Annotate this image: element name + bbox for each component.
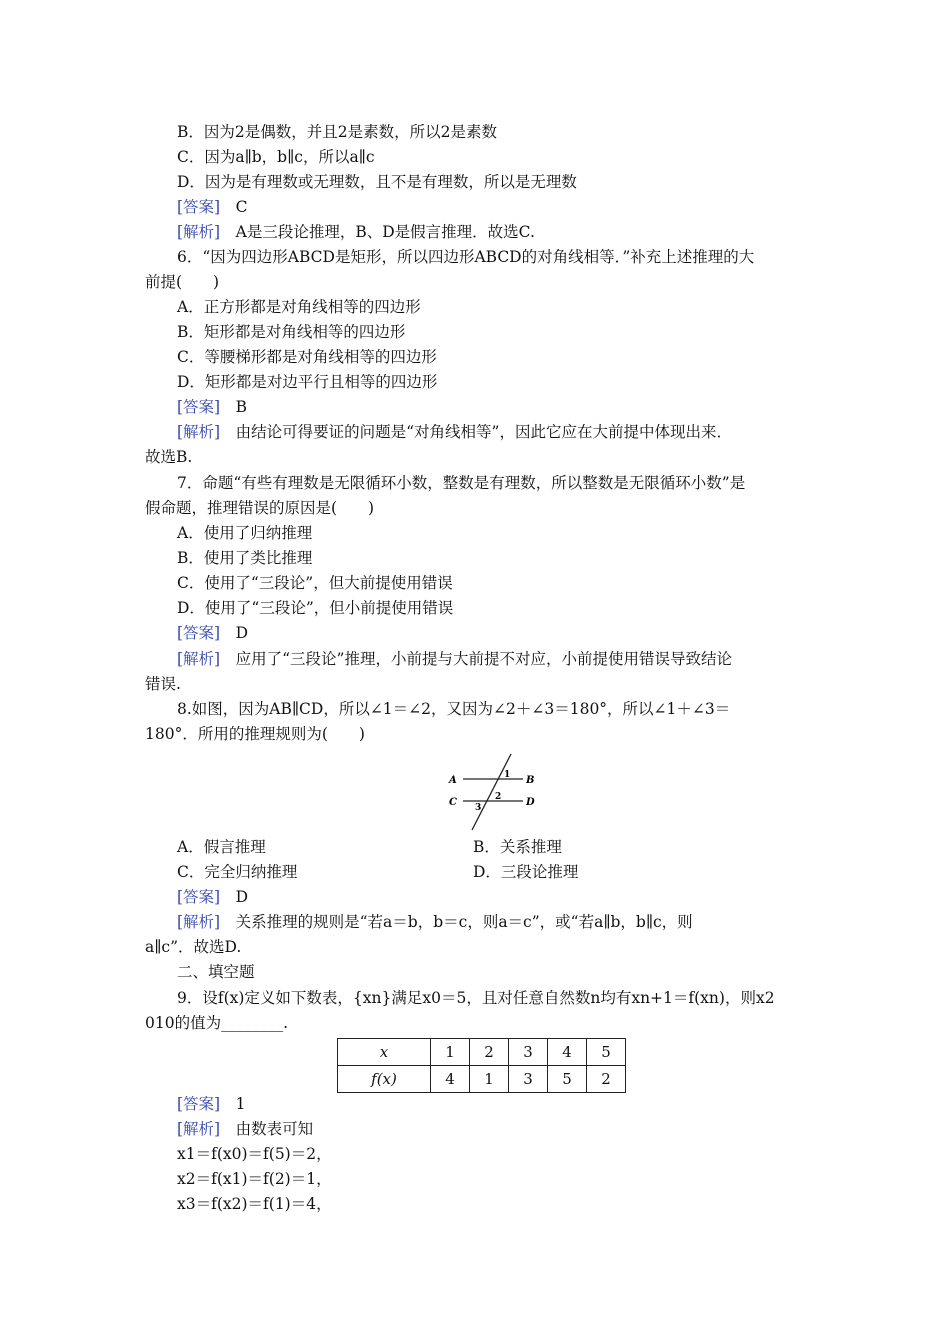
table-cell: f(x)	[338, 1066, 431, 1093]
question-7: 7．命题“有些有理数是无限循环小数，整数是有理数，所以整数是无限循环小数”是	[177, 474, 746, 492]
option-b-6: B．矩形都是对角线相等的四边形	[177, 323, 406, 341]
analysis-7-cont: 错误.	[145, 675, 181, 693]
section-heading-fill-blank: 二、填空题	[177, 963, 255, 981]
table-cell: 5	[548, 1066, 587, 1093]
analysis-7: [解析] 应用了“三段论”推理，小前提与大前提不对应，小前提使用错误导致结论	[177, 650, 732, 668]
step-x3: x3＝f(x2)＝f(1)＝4，	[177, 1195, 332, 1213]
option-d-5: D．因为是有理数或无理数，且不是有理数，所以是无理数	[177, 173, 577, 191]
table-cell: 3	[509, 1039, 548, 1066]
transversal-line	[472, 754, 511, 830]
angle-1-label: 1	[504, 770, 511, 780]
option-c-7: C．使用了“三段论”，但大前提使用错误	[177, 574, 453, 592]
table-cell: 1	[431, 1039, 470, 1066]
option-c-6: C．等腰梯形都是对角线相等的四边形	[177, 348, 437, 366]
analysis-8-cont: a∥c”．故选D.	[145, 938, 242, 956]
parallel-lines-figure	[443, 752, 543, 834]
label-c: C	[449, 797, 457, 808]
table-row	[338, 1066, 626, 1093]
option-b-5: B．因为2是偶数，并且2是素数，所以2是素数	[177, 123, 497, 141]
answer-8: [答案] D	[177, 888, 249, 906]
option-d-7: D．使用了“三段论”，但小前提使用错误	[177, 599, 454, 617]
step-x2: x2＝f(x1)＝f(2)＝1，	[177, 1170, 332, 1188]
label-d: D	[526, 797, 535, 808]
question-6: 6．“因为四边形ABCD是矩形，所以四边形ABCD的对角线相等．”补充上述推理的大	[177, 248, 755, 266]
question-7-cont: 假命题，推理错误的原因是( )	[145, 499, 375, 517]
question-6-cont: 前提( )	[145, 273, 220, 291]
option-a-6: A．正方形都是对角线相等的四边形	[177, 298, 421, 316]
step-x1: x1＝f(x0)＝f(5)＝2，	[177, 1145, 332, 1163]
answer-9: [答案] 1	[177, 1095, 246, 1113]
option-c-5: C．因为a∥b，b∥c，所以a∥c	[177, 148, 375, 166]
table-cell: 2	[587, 1066, 626, 1093]
question-9-cont: 010的值为________.	[145, 1014, 289, 1032]
analysis-5: [解析] A是三段论推理，B、D是假言推理．故选C.	[177, 223, 535, 241]
question-9: 9．设f(x)定义如下数表，{xn}满足x0＝5，且对任意自然数n均有xn+1＝f(xn)，则x2	[177, 989, 775, 1007]
question-8-cont: 180°．所用的推理规则为( )	[145, 725, 365, 743]
option-c-8: C．完全归纳推理	[177, 863, 298, 881]
option-a-7: A．使用了归纳推理	[177, 524, 313, 542]
analysis-6-cont: 故选B.	[145, 448, 193, 466]
table-cell: 1	[470, 1066, 509, 1093]
answer-7: [答案] D	[177, 624, 249, 642]
option-b-7: B．使用了类比推理	[177, 549, 313, 567]
label-b: B	[526, 775, 535, 786]
table-row	[338, 1039, 626, 1066]
table-cell: 4	[431, 1066, 470, 1093]
label-a: A	[449, 775, 457, 786]
table-cell: 2	[470, 1039, 509, 1066]
analysis-8: [解析] 关系推理的规则是“若a＝b，b＝c，则a＝c”，或“若a∥b，b∥c，则	[177, 913, 693, 931]
angle-2-label: 2	[495, 792, 502, 802]
option-b-8: B．关系推理	[473, 838, 562, 856]
table-cell: 4	[548, 1039, 587, 1066]
answer-6: [答案] B	[177, 398, 248, 416]
function-table	[337, 1038, 626, 1093]
option-a-8: A．假言推理	[177, 838, 266, 856]
analysis-9: [解析] 由数表可知	[177, 1120, 314, 1138]
answer-5: [答案] C	[177, 198, 248, 216]
table-cell: 5	[587, 1039, 626, 1066]
question-8: 8.如图，因为AB∥CD，所以∠1＝∠2，又因为∠2＋∠3＝180°，所以∠1＋∠3＝	[177, 700, 731, 718]
angle-3-label: 3	[475, 803, 482, 813]
option-d-8: D．三段论推理	[473, 863, 579, 881]
option-d-6: D．矩形都是对边平行且相等的四边形	[177, 373, 438, 391]
analysis-6: [解析] 由结论可得要证的问题是“对角线相等”，因此它应在大前提中体现出来．	[177, 423, 732, 441]
table-cell: x	[338, 1039, 431, 1066]
table-cell: 3	[509, 1066, 548, 1093]
